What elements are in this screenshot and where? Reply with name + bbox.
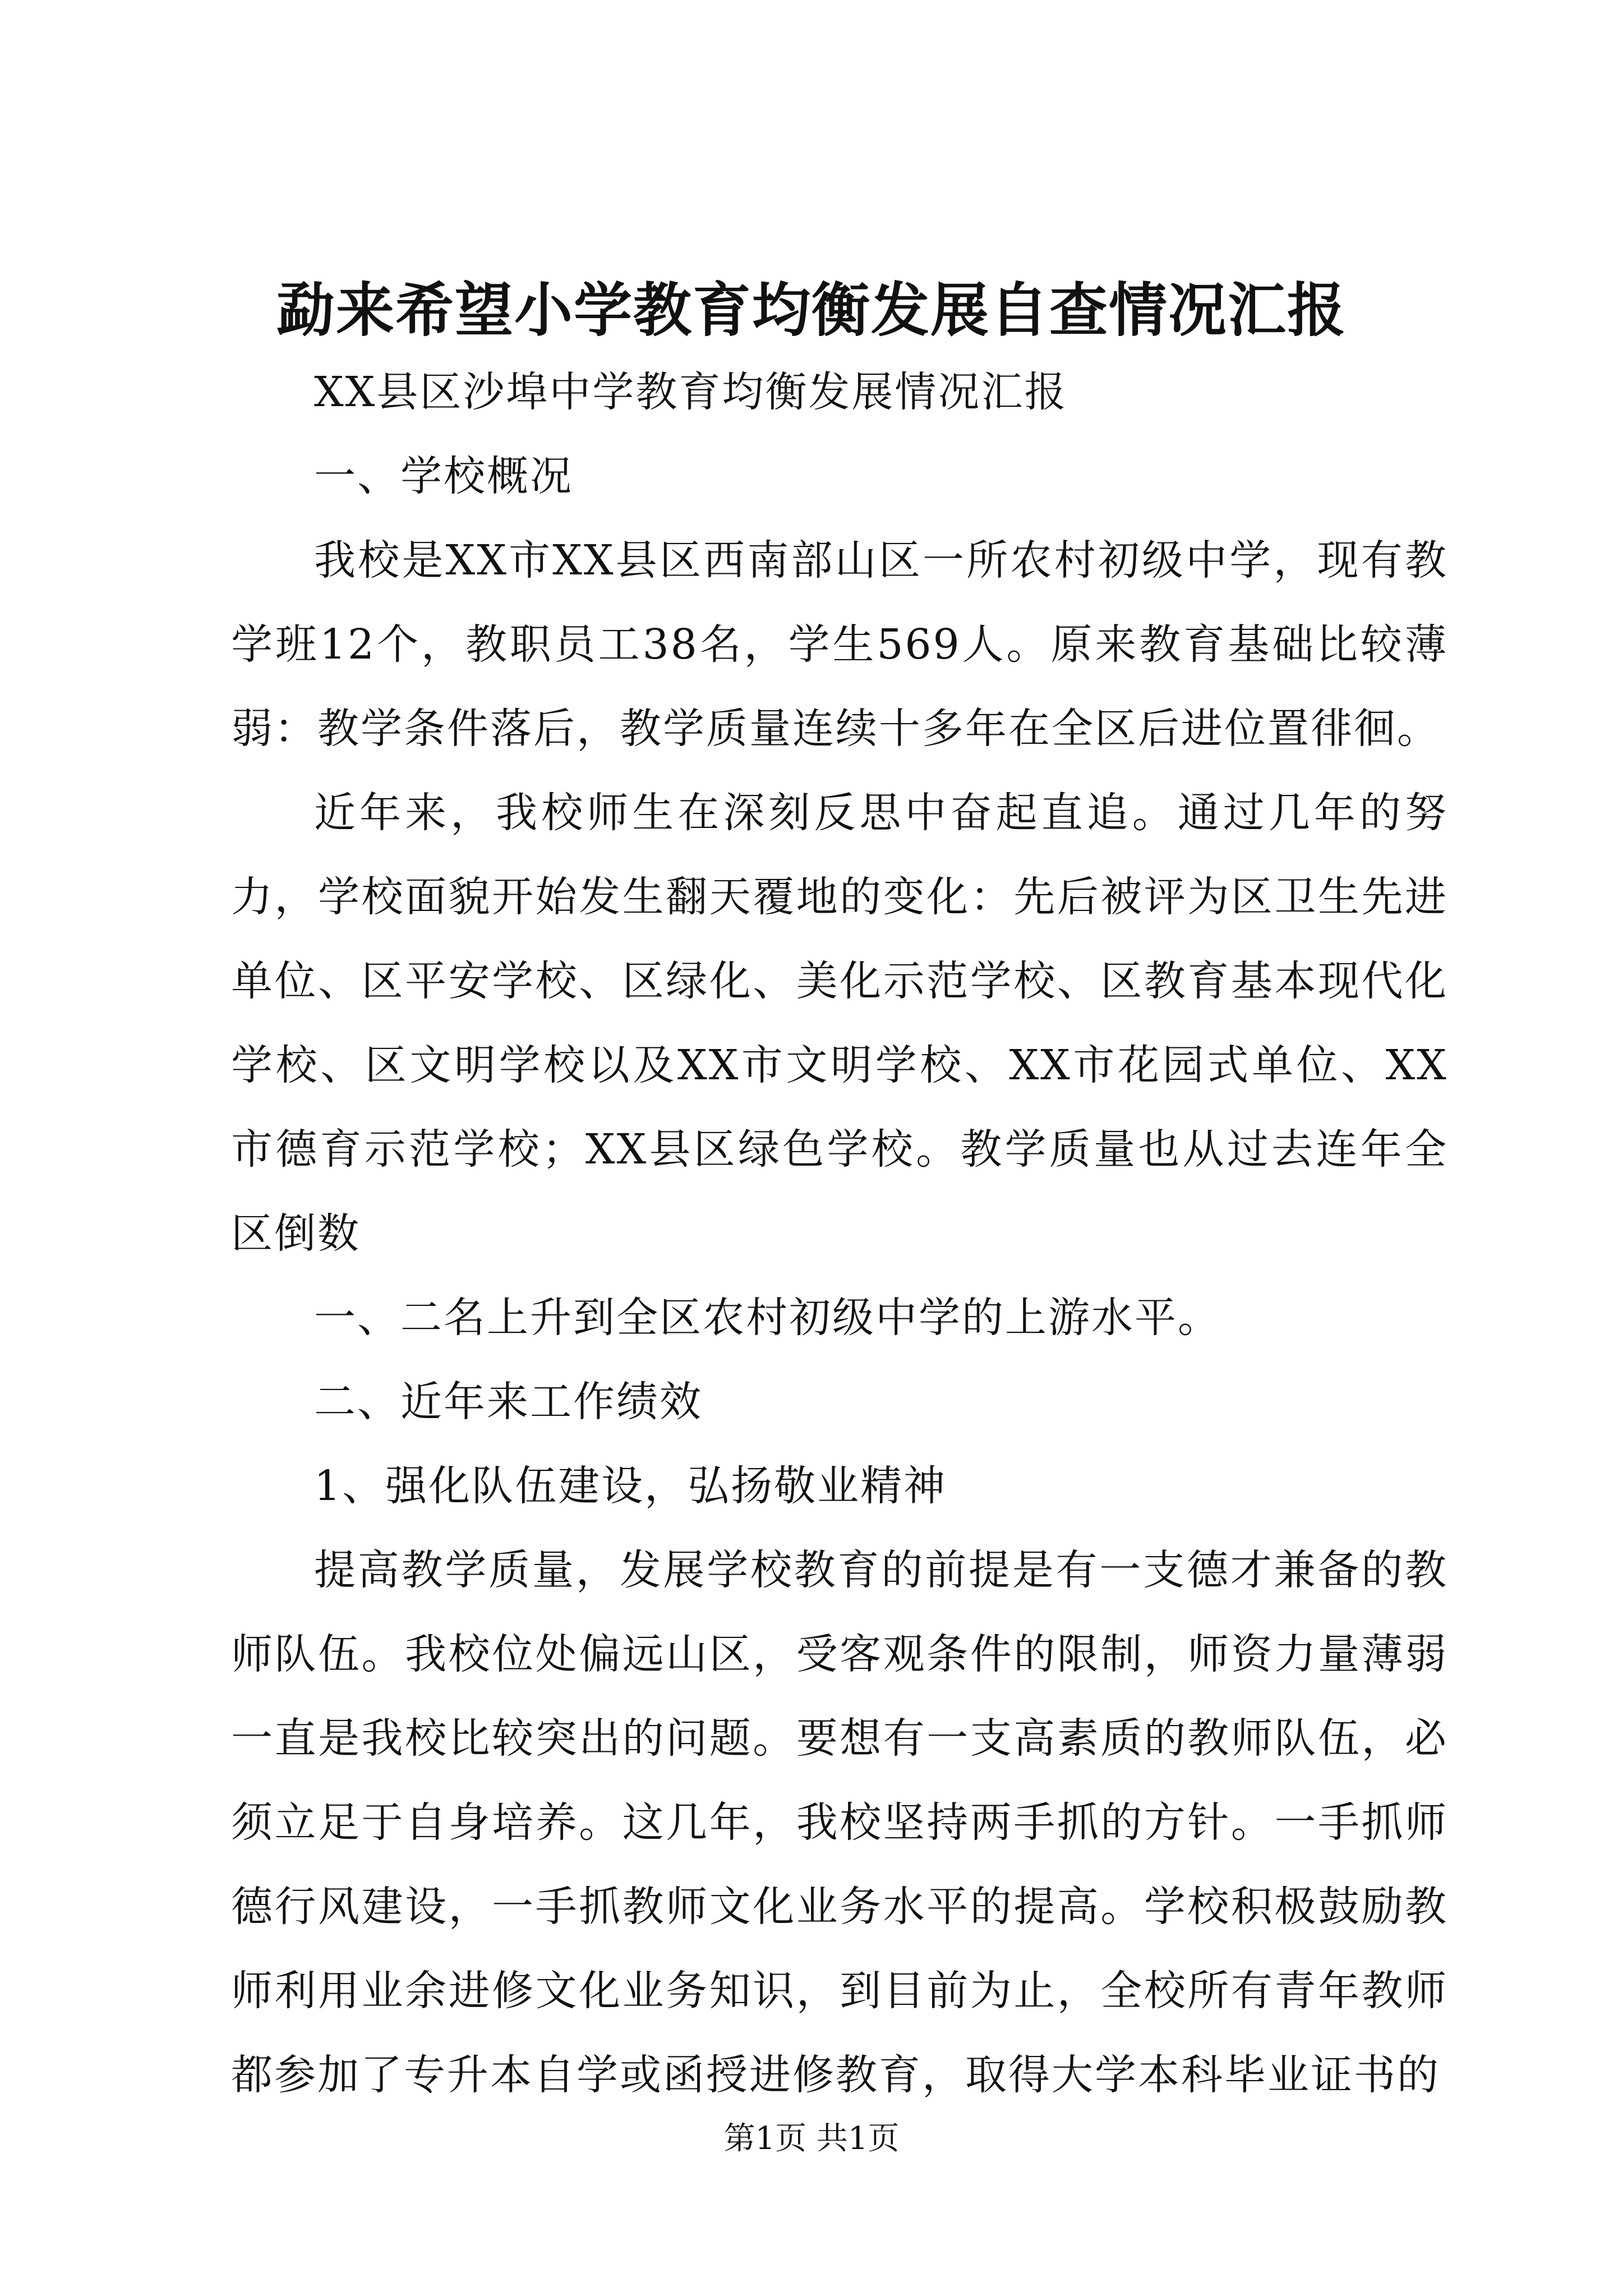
section-heading-school-overview: 一、学校概况 <box>314 452 573 500</box>
subtitle-paragraph: XX县区沙埠中学教育均衡发展情况汇报 <box>314 368 1068 416</box>
subsection-heading-team-building: 1、强化队伍建设，弘扬敬业精神 <box>314 1462 947 1510</box>
body-paragraph: 一、二名上升到全区农村初级中学的上游水平。 <box>314 1294 1221 1342</box>
document-title: 勐来希望小学教育均衡发展自查情况汇报 <box>276 275 1347 344</box>
document-body <box>231 350 1448 2117</box>
body-paragraph: 我校是XX市XX县区西南部山区一所农村初级中学，现有教学班12个，教职员工38名，学生569人。原来教育基础比较薄弱：教学条件落后，教学质量连续十多年在全区后进位置徘徊。 <box>231 536 1448 753</box>
body-paragraph: 近年来，我校师生在深刻反思中奋起直追。通过几年的努力，学校面貌开始发生翻天覆地的变化：先后被评为区卫生先进单位、区平安学校、区绿化、美化示范学校、区教育基本现代化学校、区文明学校以及XX市文明学校、XX市花园式单位、XX市德育示范学校；XX县区绿色学校。教学质量也从过去连年全区倒数 <box>231 789 1448 1258</box>
section-heading-work-performance: 二、近年来工作绩效 <box>314 1378 703 1426</box>
page-footer: 第1页 共1页 <box>723 2120 900 2157</box>
body-paragraph: 提高教学质量，发展学校教育的前提是有一支德才兼备的教师队伍。我校位处偏远山区，受客观条件的限制，师资力量薄弱一直是我校比较突出的问题。要想有一支高素质的教师队伍，必须立足于自身培养。这几年，我校坚持两手抓的方针。一手抓师德行风建设，一手抓教师文化业务水平的提高。学校积极鼓励教师利用业余进修文化业务知识，到目前为止，全校所有青年教师都参加了专升本自学或函授进修教育，取得大学本科毕业证书的 <box>231 1546 1448 2099</box>
